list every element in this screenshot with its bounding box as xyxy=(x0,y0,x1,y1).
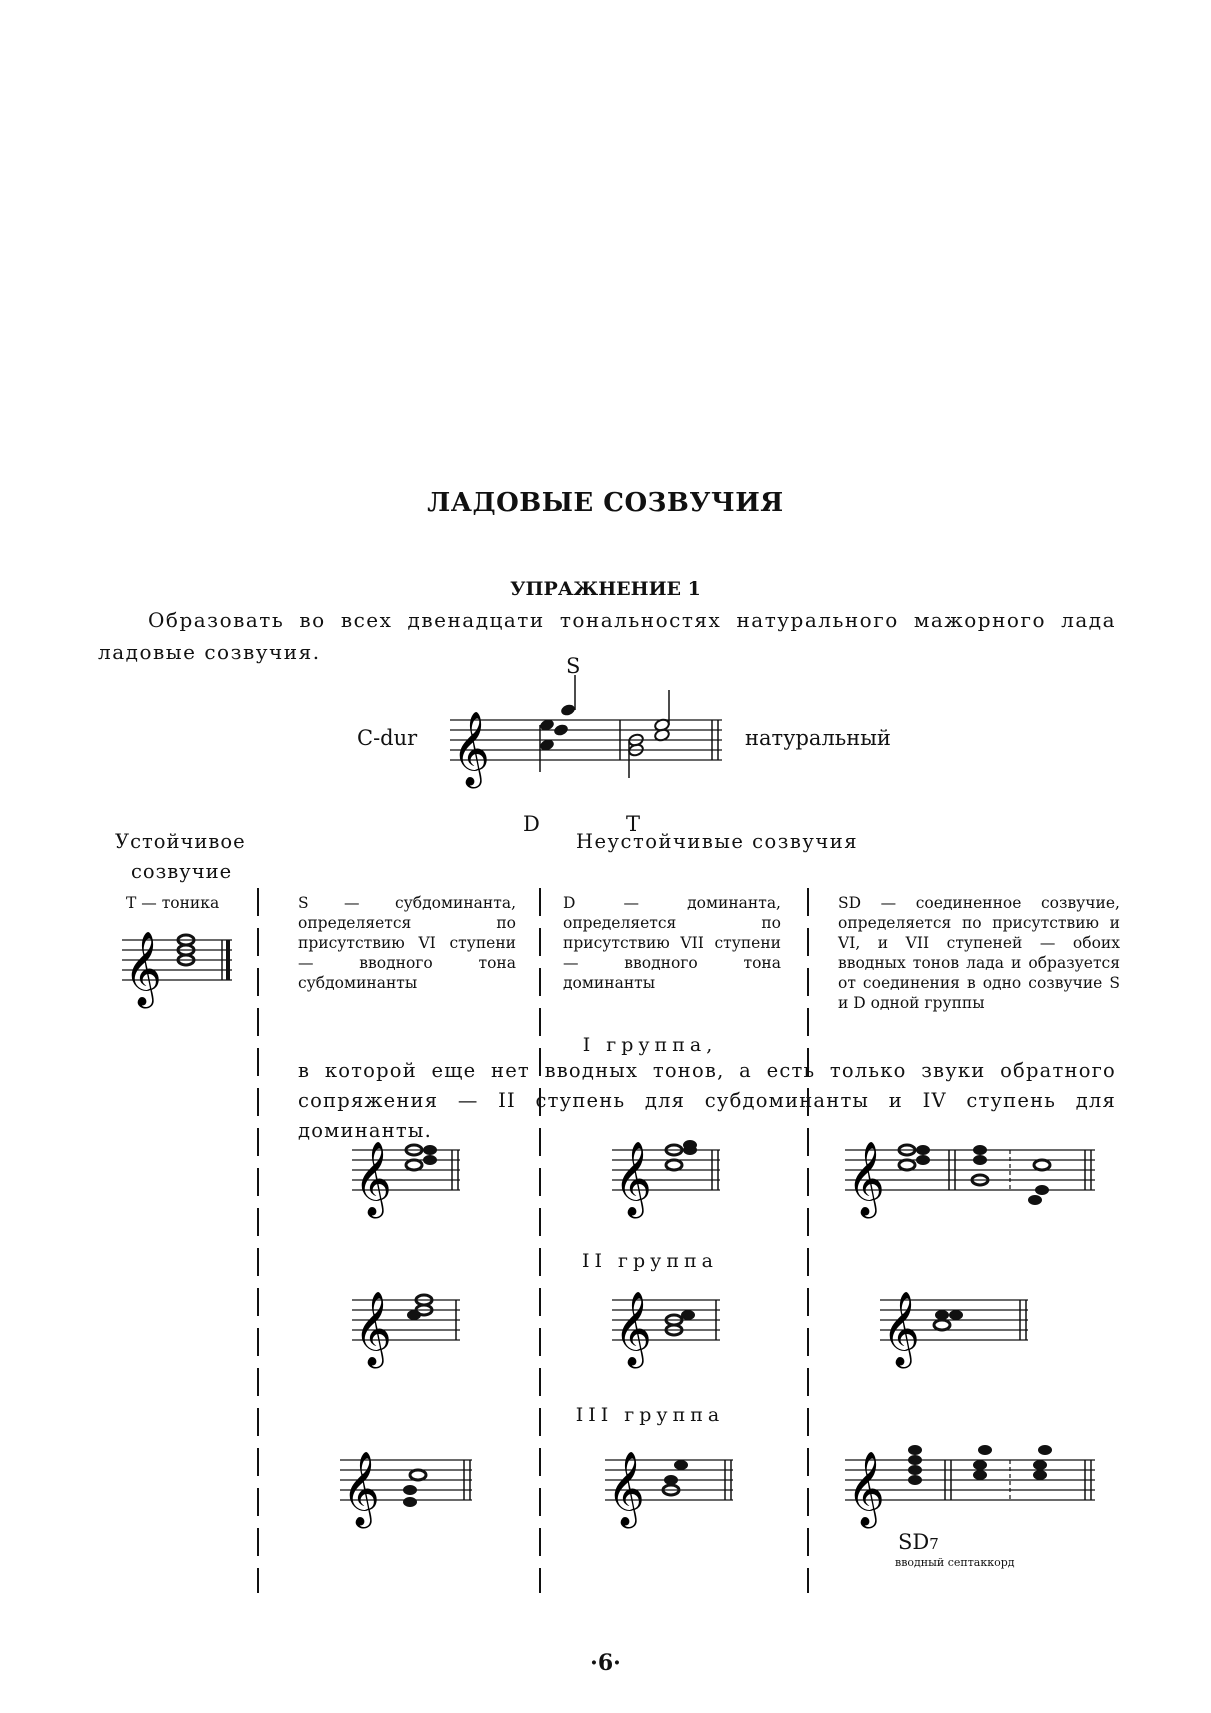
label-s: S xyxy=(566,654,581,678)
note-d: D — доминанта, определяется по присутствию VII ступени — вводного тона доминанты xyxy=(563,894,781,992)
treble-clef-icon: 𝄞 xyxy=(124,932,162,1006)
g3-d-staff xyxy=(605,1440,745,1540)
group-1-title: I группа, xyxy=(582,1034,718,1056)
group-2-title: II группа xyxy=(581,1250,718,1272)
tonic-caption: T — тоника xyxy=(126,894,220,912)
treble-clef-icon: 𝄞 xyxy=(882,1292,920,1366)
g3-sd-staff xyxy=(845,1440,1105,1540)
treble-clef-icon: 𝄞 xyxy=(847,1452,885,1526)
unstable-heading: Неустойчивые созвучия xyxy=(576,830,859,853)
intro-text: Образовать во всех двенадцати тональностях натурального мажорного лада ладовые созвучия. xyxy=(98,608,1116,664)
sd7-caption: вводный септаккорд xyxy=(895,1556,1015,1569)
label-d: D xyxy=(523,812,540,836)
label-t: T xyxy=(626,812,641,836)
g1-s-staff xyxy=(352,1130,472,1230)
g1-sd-staff xyxy=(845,1130,1105,1240)
divider-right xyxy=(805,888,811,1593)
treble-clef-icon: 𝄞 xyxy=(342,1452,380,1526)
note-sd: SD — соединенное созвучие, определяется по присутствию и VI, и VII ступеней — обоих вводных тонов лада и образуется от соединения в одно созвучие S и D одной группы xyxy=(838,894,1120,1012)
treble-clef-icon: 𝄞 xyxy=(607,1452,645,1526)
treble-clef-icon: 𝄞 xyxy=(614,1142,652,1216)
page-title: ЛАДОВЫЕ СОЗВУЧИЯ xyxy=(427,488,784,518)
g3-s-staff xyxy=(340,1440,480,1540)
page-number: ·6· xyxy=(590,1650,621,1676)
stable-heading-2: созвучие xyxy=(131,860,233,883)
group-3-title: III группа xyxy=(575,1404,725,1426)
group-1-desc: в которой еще нет вводных тонов, а есть только звуки обратного сопряжения — II ступень для субдоминанты и IV ступень для доминанты. xyxy=(298,1059,1116,1142)
treble-clef-icon: 𝄞 xyxy=(847,1142,885,1216)
treble-clef-icon: 𝄞 xyxy=(354,1292,392,1366)
sd7-label: SD7 xyxy=(898,1530,939,1554)
g2-sd-staff xyxy=(880,1280,1040,1380)
exercise-title: УПРАЖНЕНИЕ 1 xyxy=(510,578,701,600)
mode-label: натуральный xyxy=(745,726,891,750)
treble-clef-icon: 𝄞 xyxy=(354,1142,392,1216)
stable-heading-1: Устойчивое xyxy=(115,830,246,853)
treble-clef-icon: 𝄞 xyxy=(452,712,490,786)
g1-d-staff xyxy=(612,1130,732,1230)
tonic-staff xyxy=(122,920,242,1020)
key-label: C-dur xyxy=(357,726,418,750)
g2-s-staff xyxy=(352,1280,472,1380)
treble-clef-icon: 𝄞 xyxy=(614,1292,652,1366)
divider-left xyxy=(255,888,261,1593)
note-s: S — субдоминанта, определяется по присутствию VI ступени — вводного тона субдоминанты xyxy=(298,894,516,992)
g2-d-staff xyxy=(612,1280,732,1380)
divider-mid xyxy=(537,888,543,1593)
example-staff xyxy=(450,700,740,810)
